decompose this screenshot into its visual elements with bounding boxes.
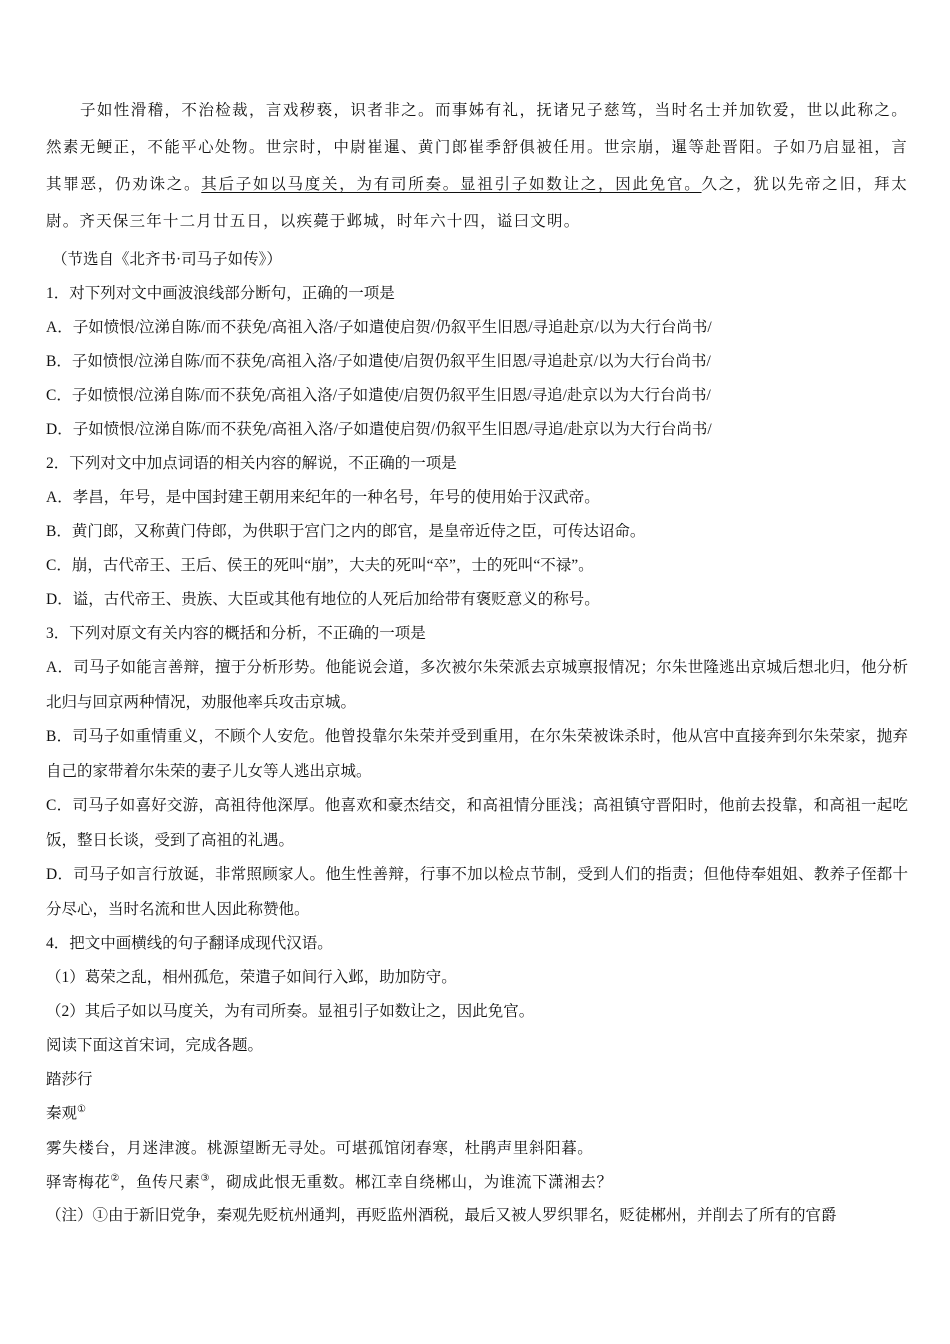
question-2-option-b: B．黄门郎，又称黄门侍郎，为供职于宫门之内的郎官，是皇帝近侍之臣，可传达诏命。 xyxy=(46,523,646,540)
passage-source: （节选自《北齐书·司马子如传》） xyxy=(52,251,282,268)
passage-text-before: 子如性滑稽，不治检裁，言戏秽亵，识者非之。而事姊有礼，抚诸兄子慈笃，当时名士并加钦爱，世以此称之。然素无鲠正，不能平心处物。世宗时，中尉崔暹、黄门郎崔季舒俱被任用。世宗崩，暹等赴晋阳。子如乃启显祖，言其罪恶，仍劝诛之。 xyxy=(46,101,908,193)
passage-underlined-sentence: 其后子如以马度关，为有司所奏。显祖引子如数让之，因此免官。 xyxy=(201,175,702,193)
question-2-option-c: C．崩，古代帝王、王后、侯王的死叫“崩”，大夫的死叫“卒”，士的死叫“不禄”。 xyxy=(46,557,594,574)
question-2-option-d: D．谥，古代帝王、贵族、大臣或其他有地位的人死后加给带有褒贬意义的称号。 xyxy=(46,591,600,608)
poem-line-2 xyxy=(46,1165,908,1199)
question-3-option-a: A．司马子如能言善辩，擅于分析形势。他能说会道，多次被尔朱荣派去京城禀报情况；尔朱世隆逃出京城后想北归，他分析北归与回京两种情况，劝服他率兵攻击京城。 xyxy=(46,659,908,711)
question-3-option-c: C．司马子如喜好交游，高祖待他深厚。他喜欢和豪杰结交，和高祖情分匪浅；高祖镇守晋阳时，他前去投靠，和高祖一起吃饭，整日长谈，受到了高祖的礼遇。 xyxy=(46,797,908,849)
question-1-stem: 1．对下列对文中画波浪线部分断句，正确的一项是 xyxy=(46,285,395,302)
question-4-item-1: （1）葛荣之乱，相州孤危，荣遣子如间行入邺，助加防守。 xyxy=(46,969,457,986)
poem-intro: 阅读下面这首宋词，完成各题。 xyxy=(46,1037,264,1054)
question-4-item-2: （2）其后子如以马度关，为有司所奏。显祖引子如数让之，因此免官。 xyxy=(46,1003,535,1020)
passage-paragraph xyxy=(46,92,908,240)
poem-annotation: （注）①由于新旧党争，秦观先贬杭州通判，再贬监州酒税，最后又被人罗织罪名，贬徒郴州，并削去了所有的官爵 xyxy=(46,1207,837,1224)
poem-line-2-part-a: 驿寄梅花 xyxy=(46,1173,111,1191)
document-page xyxy=(46,92,908,1233)
poem-line-1: 雾失楼台，月迷津渡。桃源望断无寻处。可堪孤馆闭春寒，杜鹃声里斜阳暮。 xyxy=(46,1139,594,1157)
question-1-option-c: C．子如愤恨/泣涕自陈/而不获免/高祖入洛/子如遣使/启贺仍叙平生旧恩/寻追/赴京以为大行台尚书/ xyxy=(46,387,711,404)
poem-author-name: 秦观 xyxy=(46,1105,78,1122)
poem-line-2-part-c: ，砌成此恨无重数。郴江幸自绕郴山，为谁流下潇湘去？ xyxy=(210,1173,613,1191)
poem-note-mark-3: ③ xyxy=(200,1172,211,1184)
question-3-option-d: D．司马子如言行放诞，非常照顾家人。他生性善辩，行事不加以检点节制，受到人们的指责；但他侍奉姐姐、教养子侄都十分尽心，当时名流和世人因此称赞他。 xyxy=(46,866,908,918)
question-3-stem: 3．下列对原文有关内容的概括和分析，不正确的一项是 xyxy=(46,625,426,642)
poem-title: 踏莎行 xyxy=(46,1071,93,1088)
passage-text-after: 久之，犹以先帝之旧，拜太尉。齐天保三年十二月廿五日，以疾薨于邺城，时年六十四，谥曰文明。 xyxy=(46,175,908,230)
poem-author xyxy=(46,1097,908,1131)
question-2-stem: 2．下列对文中加点词语的相关内容的解说，不正确的一项是 xyxy=(46,455,457,472)
poem-author-note-mark: ① xyxy=(77,1103,86,1115)
question-3-option-b: B．司马子如重情重义，不顾个人安危。他曾投靠尔朱荣并受到重用，在尔朱荣被诛杀时，他从宫中直接奔到尔朱荣家，抛弃自己的家带着尔朱荣的妻子儿女等人逃出京城。 xyxy=(46,728,908,780)
poem-note-mark-2: ② xyxy=(110,1172,120,1184)
question-1-option-b: B．子如愤恨/泣涕自陈/而不获免/高祖入洛/子如遣使/启贺仍叙平生旧恩/寻追赴京/以为大行台尚书/ xyxy=(46,353,711,370)
question-2-option-a: A．孝昌，年号，是中国封建王朝用来纪年的一种名号，年号的使用始于汉武帝。 xyxy=(46,489,600,506)
question-1-option-d: D．子如愤恨/泣涕自陈/而不获免/高祖入洛/子如遣使启贺/仍叙平生旧恩/寻追/赴京以为大行台尚书/ xyxy=(46,421,712,438)
question-1-option-a: A．子如愤恨/泣涕自陈/而不获免/高祖入洛/子如遣使启贺/仍叙平生旧恩/寻追赴京/以为大行台尚书/ xyxy=(46,319,712,336)
question-4-stem: 4．把文中画横线的句子翻译成现代汉语。 xyxy=(46,935,333,952)
poem-line-2-part-b: ，鱼传尺素 xyxy=(119,1173,201,1191)
